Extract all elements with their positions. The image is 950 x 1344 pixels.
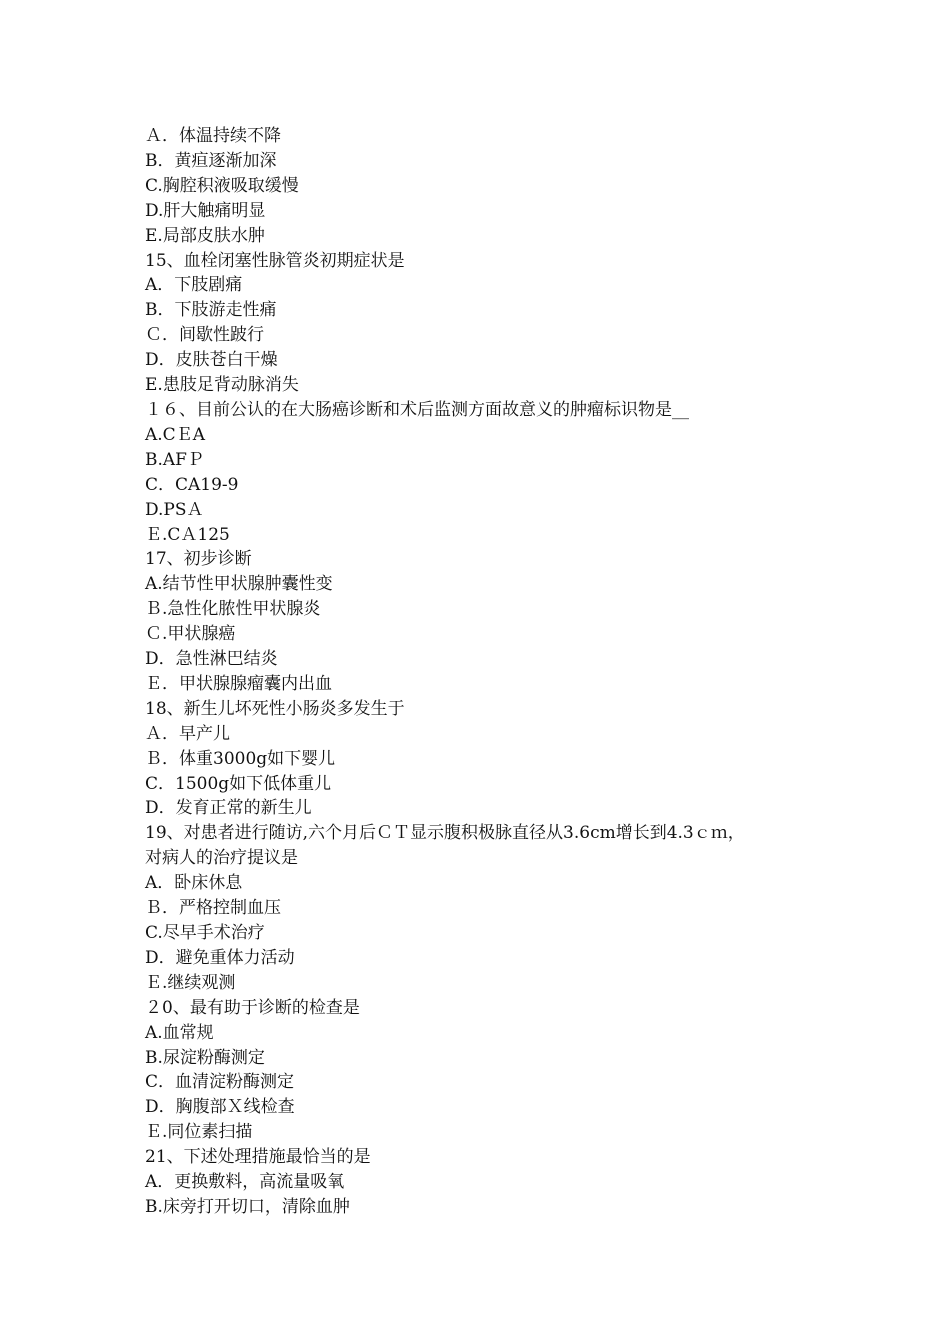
- option-line: C.尽早手术治疗: [145, 923, 265, 943]
- option-line: A．下肢剧痛: [145, 275, 243, 296]
- option-line: E.患肢足背动脉消失: [145, 375, 299, 396]
- option-line: D.肝大触痛明显: [145, 200, 266, 221]
- option-line: C．CA19-9: [145, 474, 239, 495]
- question-line: 15、血栓闭塞性脉管炎初期症状是: [145, 250, 405, 271]
- option-line: Ａ．体温持续不降: [145, 126, 281, 146]
- option-line: Ｅ．甲状腺腺瘤囊内出血: [145, 673, 332, 694]
- question-line: 对病人的治疗提议是: [145, 848, 298, 869]
- option-line: A．更换敷料，高流量吸氧: [145, 1172, 345, 1193]
- document-body: [145, 124, 845, 1220]
- option-line: D．急性淋巴结炎: [145, 649, 278, 670]
- option-line: D．胸腹部Ｘ线检查: [145, 1097, 295, 1118]
- option-line: D．发育正常的新生儿: [145, 798, 312, 819]
- option-line: Ｅ.同位素扫描: [145, 1122, 253, 1143]
- option-line: Ｅ.CＡ125: [145, 524, 230, 545]
- option-line: Ｂ.急性化脓性甲状腺炎: [145, 599, 321, 620]
- option-line: Ｂ．体重3000g如下婴儿: [145, 748, 336, 769]
- option-line: D．避免重体力活动: [145, 947, 295, 968]
- option-line: D．皮肤苍白干燥: [145, 350, 278, 371]
- option-line: Ａ．早产儿: [145, 723, 230, 744]
- option-line: B.尿淀粉酶测定: [145, 1047, 265, 1068]
- option-line: C．血清淀粉酶测定: [145, 1072, 295, 1093]
- option-line: C.胸腔积液吸取缓慢: [145, 175, 299, 196]
- option-line: Ｃ．间歇性跛行: [145, 325, 264, 346]
- option-line: C．1500g如下低体重儿: [145, 773, 332, 794]
- option-line: Ｂ．严格控制血压: [145, 898, 281, 919]
- option-line: B.AFＰ: [145, 449, 204, 470]
- option-line: Ｃ.甲状腺癌: [145, 624, 236, 645]
- option-line: Ｅ.继续观测: [145, 972, 236, 993]
- option-line: A.血常规: [145, 1022, 214, 1043]
- option-line: D.PSＡ: [145, 499, 204, 520]
- option-line: A．卧床休息: [145, 873, 243, 894]
- option-line: B.床旁打开切口，清除血肿: [145, 1196, 350, 1217]
- question-line: 18、新生儿坏死性小肠炎多发生于: [145, 698, 405, 719]
- option-line: B．下肢游走性痛: [145, 300, 277, 321]
- question-line: ２0、最有助于诊断的检查是: [145, 997, 360, 1018]
- question-line: 21、下述处理措施最恰当的是: [145, 1147, 371, 1168]
- option-line: B．黄疸逐渐加深: [145, 150, 277, 171]
- option-line: A.结节性甲状腺肿囊性变: [145, 574, 333, 595]
- question-line: １６、目前公认的在大肠癌诊断和术后监测方面故意义的肿瘤标识物是__: [145, 399, 689, 420]
- question-line: 19、对患者进行随访,六个月后ＣＴ显示腹积极脉直径从3.6cm增长到4.3ｃｍ，: [145, 823, 745, 844]
- option-line: A.CＥA: [145, 424, 205, 445]
- option-line: E.局部皮肤水肿: [145, 225, 265, 246]
- question-line: 17、初步诊断: [145, 549, 252, 570]
